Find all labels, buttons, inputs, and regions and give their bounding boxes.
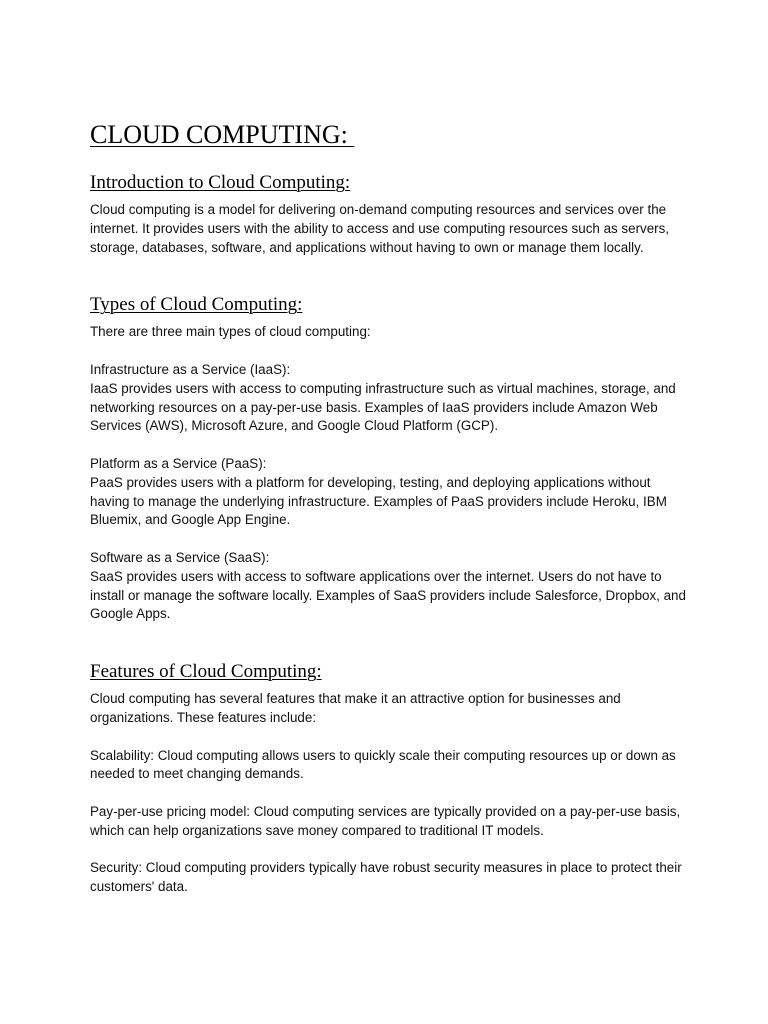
intro-paragraph: Cloud computing is a model for delivering on-demand computing resources and services over the internet. It provides users with the ability to access and use computing resources such as servers, storage, databases, software, and applications without having to own or manage them locally. [90,202,670,255]
feature-item-scalability: Scalability: Cloud computing allows users to quickly scale their computing resources up or down as needed to meet changing demands. [90,747,676,782]
feature-item-security: Security: Cloud computing providers typically have robust security measures in place to protect their customers' data. [90,860,682,895]
paragraph-spacer [90,342,690,361]
type-description-saas: SaaS provides users with access to software applications over the internet. Users do not have to install or manage the software locally. Examples of SaaS providers include Salesforce, Dropbox, and Google Apps. [90,568,686,622]
document-title: CLOUD COMPUTING: [90,120,355,149]
type-name-iaas: Infrastructure as a Service (IaaS): [90,361,291,377]
features-intro-paragraph: Cloud computing has several features that make it an attractive option for businesses and organizations. These features include: [90,691,621,725]
paragraph-spacer [90,728,690,747]
paragraph-spacer [90,530,690,549]
type-name-paas: Platform as a Service (PaaS): [90,455,267,471]
section-heading-features: Features of Cloud Computing: [90,661,322,683]
type-name-saas: Software as a Service (SaaS): [90,549,270,565]
type-item-iaas [90,361,690,436]
document-body [90,118,690,897]
type-description-paas: PaaS provides users with a platform for developing, testing, and deploying applications without having to manage the underlying infrastructure. Examples of PaaS providers include Heroku, IBM Bluemix, and Google App Engine. [90,474,667,528]
type-description-iaas: IaaS provides users with access to computing infrastructure such as virtual machines, storage, and networking resources on a pay-per-use basis. Examples of IaaS providers include Amazon Web Services (AWS), Microsoft Azure, and Google Cloud Platform (GCP). [90,380,676,434]
feature-item-pricing: Pay-per-use pricing model: Cloud computing services are typically provided on a pay-per-use basis, which can help organizations save money compared to traditional IT models. [90,803,681,838]
types-intro-paragraph: There are three main types of cloud computing: [90,324,371,340]
section-heading-introduction: Introduction to Cloud Computing: [90,172,351,193]
paragraph-spacer [90,841,690,860]
type-item-saas [90,549,690,624]
type-item-paas [90,455,690,530]
paragraph-spacer [90,436,690,455]
section-heading-types: Types of Cloud Computing: [90,294,303,316]
section-spacer [90,624,690,660]
section-spacer [90,257,690,293]
paragraph-spacer [90,784,690,803]
